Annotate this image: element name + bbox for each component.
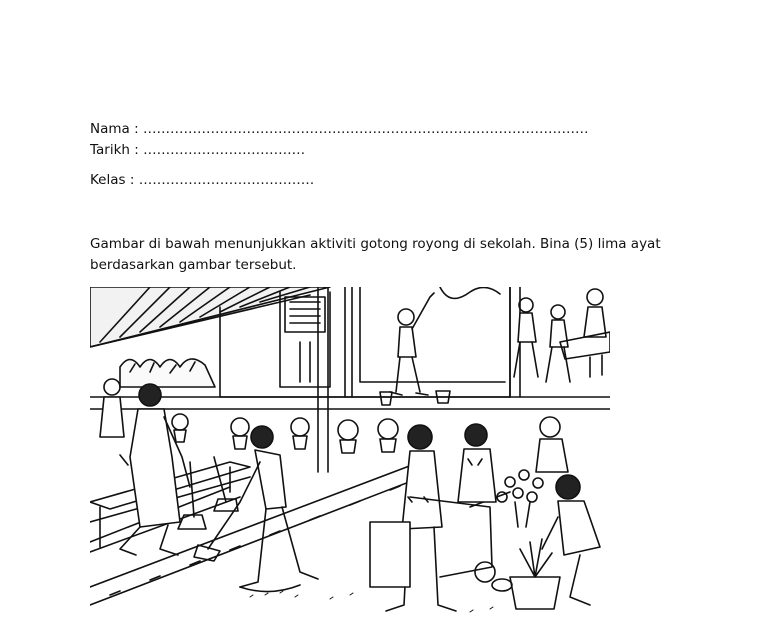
class-label: Kelas : [90, 172, 135, 188]
name-blank: ……………………………………………………………………………………… [142, 121, 589, 137]
boy-standing-icon [458, 424, 496, 502]
name-field [90, 120, 588, 138]
person-painting-icon [380, 287, 500, 405]
date-label: Tarikh : [90, 142, 139, 158]
ground-icon [250, 591, 493, 612]
teacher-sweeping-icon [100, 379, 238, 555]
roof-icon [90, 287, 330, 347]
class-field [90, 171, 314, 189]
boy-planting-icon [492, 475, 600, 609]
name-label: Nama : [90, 121, 139, 137]
boy-observing-icon [536, 417, 568, 472]
instruction-text: Gambar di bawah menunjukkan aktiviti gotong royong di sekolah. Bina (5) lima ayat berdasarkan gambar tersebut. [90, 236, 661, 273]
flowers-icon [497, 470, 543, 527]
date-blank: ……………………………… [143, 142, 306, 158]
hedge-icon [120, 359, 215, 387]
boy-sweeping-icon [194, 426, 318, 592]
class-blank: ………………………………… [138, 172, 315, 188]
potted-plants-icon [172, 414, 398, 453]
date-field [90, 141, 305, 159]
school-cleanup-illustration-icon [90, 287, 610, 617]
group-of-people-icon [514, 289, 610, 382]
